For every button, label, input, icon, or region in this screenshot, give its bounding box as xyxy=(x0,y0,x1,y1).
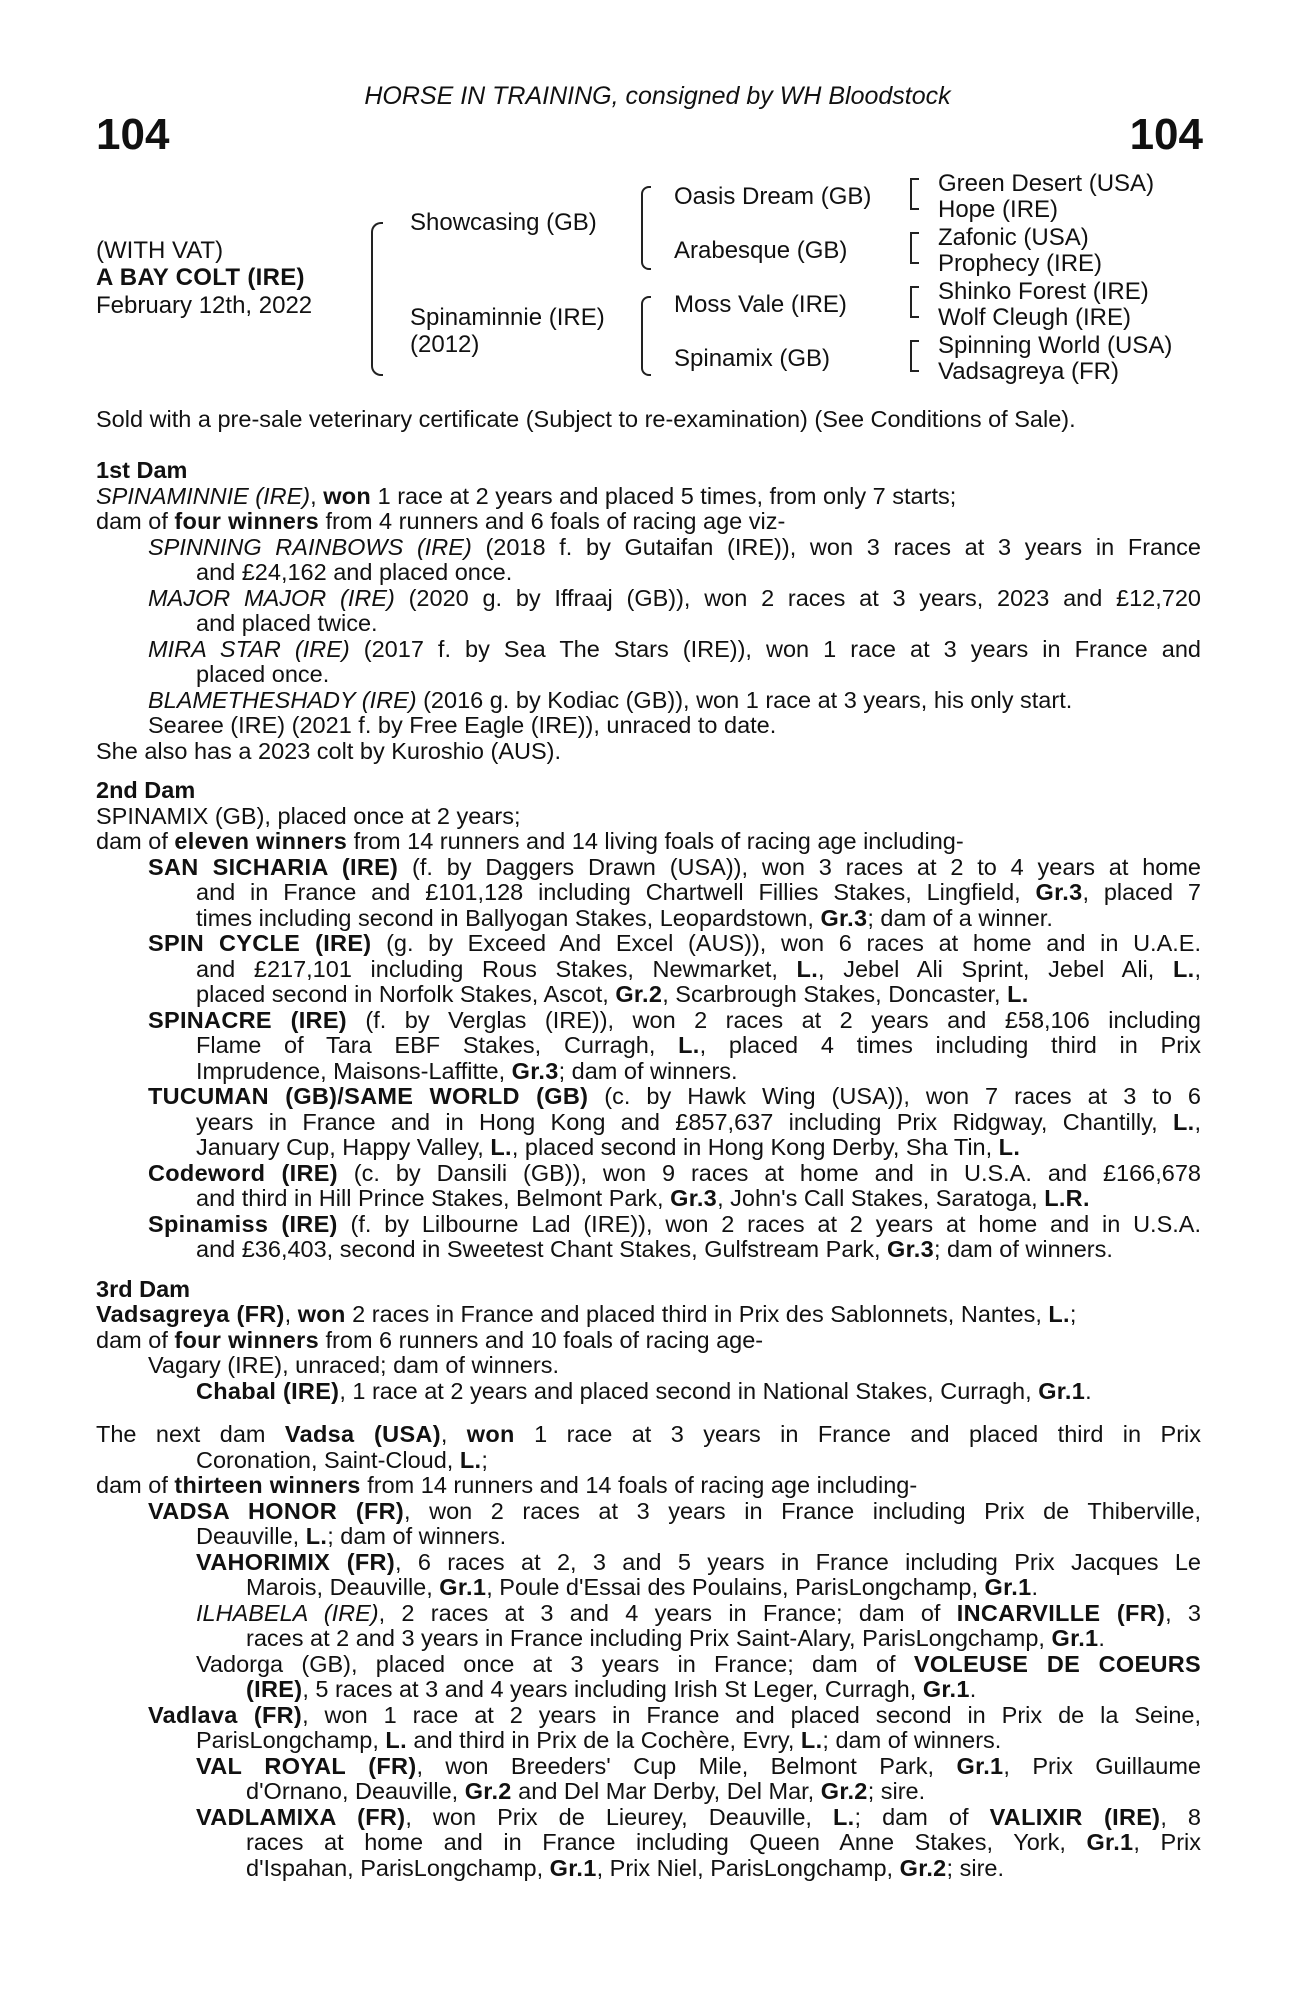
first-dam-line-3: SPINNING RAINBOWS (IRE) (2018 f. by Gutaifan (IRE)), won 3 races at 3 years in France xyxy=(148,534,1201,560)
next-dam-line-17: races at home and in France including Queen Anne Stakes, York, Gr.1, Prix xyxy=(246,1830,1201,1855)
second-dam-line-3: SAN SICHARIA (IRE) (f. by Daggers Drawn (USA)), won 3 races at 2 to 4 years at home xyxy=(148,854,1201,880)
next-dam-line-3: dam of thirteen winners from 14 runners and 14 foals of racing age including- xyxy=(96,1473,918,1498)
first-dam-line-5: MAJOR MAJOR (IRE) (2020 g. by Iffraaj (GB)), won 2 races at 3 years, 2023 and £12,720 xyxy=(148,585,1201,611)
pedigree-gen3-8: Vadsagreya (FR) xyxy=(938,358,1119,385)
next-dam-line-8: ILHABELA (IRE), 2 races at 3 and 4 years in France; dam of INCARVILLE (FR), 3 xyxy=(196,1600,1201,1626)
sire-brace xyxy=(641,186,651,270)
third-dam-line-4: Chabal (IRE), 1 race at 2 years and placed second in National Stakes, Curragh, Gr.1. xyxy=(196,1378,1092,1404)
second-dam-line-11: Imprudence, Maisons-Laffitte, Gr.3; dam of winners. xyxy=(196,1058,738,1084)
first-dam-line-2: dam of four winners from 4 runners and 6 foals of racing age viz- xyxy=(96,509,786,534)
pedigree-dam-dam: Spinamix (GB) xyxy=(674,345,831,372)
vat-note: (WITH VAT) xyxy=(96,237,224,264)
first-dam-line-10: Searee (IRE) (2021 f. by Free Eagle (IRE)), unraced to date. xyxy=(148,713,777,738)
next-dam-line-10: Vadorga (GB), placed once at 3 years in France; dam of VOLEUSE DE COEURS xyxy=(196,1651,1201,1677)
lot-number-left: 104 xyxy=(96,110,170,159)
pedigree-gen3-1: Green Desert (USA) xyxy=(938,170,1155,197)
second-dam-line-9: SPINACRE (IRE) (f. by Verglas (IRE)), won 2 races at 2 years and £58,106 including xyxy=(148,1007,1201,1033)
second-dam-line-10: Flame of Tara EBF Stakes, Curragh, L., placed 4 times including third in Prix xyxy=(196,1033,1201,1058)
consignment-header: HORSE IN TRAINING, consigned by WH Bloodstock xyxy=(364,82,951,110)
first-dam-line-9: BLAMETHESHADY (IRE) (2016 g. by Kodiac (GB)), won 1 race at 3 years, his only start. xyxy=(148,687,1073,713)
sire-name: Showcasing (GB) xyxy=(410,209,597,236)
third-dam-line-1: Vadsagreya (FR), won 2 races in France and placed third in Prix des Sablonnets, Nantes, L.; xyxy=(96,1302,1077,1327)
gen3-brace-4 xyxy=(910,340,919,372)
gen3-brace-1 xyxy=(910,178,919,210)
next-dam-line-9: races at 2 and 3 years in France including Prix Saint-Alary, ParisLongchamp, Gr.1. xyxy=(246,1626,1105,1651)
pedigree-dam-sire: Moss Vale (IRE) xyxy=(674,291,847,318)
second-dam-line-7: and £217,101 including Rous Stakes, Newmarket, L., Jebel Ali Sprint, Jebel Ali, L., xyxy=(196,956,1201,982)
next-dam-line-18: d'Ispahan, ParisLongchamp, Gr.1, Prix Niel, ParisLongchamp, Gr.2; sire. xyxy=(246,1855,1005,1881)
second-dam-line-14: January Cup, Happy Valley, L., placed second in Hong Kong Derby, Sha Tin, L. xyxy=(196,1135,1021,1160)
second-dam-line-2: dam of eleven winners from 14 runners and 14 living foals of racing age including- xyxy=(96,829,964,854)
catalogue-body xyxy=(96,458,1201,1881)
first-dam-heading: 1st Dam xyxy=(96,457,188,483)
second-dam-line-8: placed second in Norfolk Stakes, Ascot, Gr.2, Scarbrough Stakes, Doncaster, L. xyxy=(196,982,1029,1007)
pedigree-sire-sire: Oasis Dream (GB) xyxy=(674,183,872,210)
second-dam-line-5: times including second in Ballyogan Stakes, Leopardstown, Gr.3; dam of a winner. xyxy=(196,905,1053,931)
dam-brace xyxy=(641,296,651,376)
horse-name: A BAY COLT (IRE) xyxy=(96,264,305,291)
next-dam-line-5: Deauville, L.; dam of winners. xyxy=(196,1524,507,1549)
pedigree-gen3-4: Prophecy (IRE) xyxy=(938,250,1103,277)
next-dam-line-11: (IRE), 5 races at 3 and 4 years including Irish St Leger, Curragh, Gr.1. xyxy=(246,1677,977,1702)
pedigree-gen3-6: Wolf Cleugh (IRE) xyxy=(938,304,1131,331)
pedigree-gen3-2: Hope (IRE) xyxy=(938,196,1059,223)
horse-dob: February 12th, 2022 xyxy=(96,292,313,319)
third-dam-line-3: Vagary (IRE), unraced; dam of winners. xyxy=(148,1353,559,1378)
next-dam-line-6: VAHORIMIX (FR), 6 races at 2, 3 and 5 years in France including Prix Jacques Le xyxy=(196,1549,1201,1575)
next-dam-line-13: ParisLongchamp, L. and third in Prix de la Cochère, Evry, L.; dam of winners. xyxy=(196,1728,1002,1753)
next-dam-line-1: The next dam Vadsa (USA), won 1 race at 3 years in France and placed third in Prix xyxy=(96,1422,1201,1447)
second-dam-line-15: Codeword (IRE) (c. by Dansili (GB)), won 9 races at home and in U.S.A. and £166,678 xyxy=(148,1160,1201,1186)
first-dam-line-11: She also has a 2023 colt by Kuroshio (AUS). xyxy=(96,738,562,764)
first-dam-line-6: and placed twice. xyxy=(196,611,378,636)
third-dam-heading: 3rd Dam xyxy=(96,1275,191,1302)
dam-year: (2012) xyxy=(410,331,480,358)
vet-certificate-note: Sold with a pre-sale veterinary certificate (Subject to re-examination) (See Conditions of Sale). xyxy=(96,406,1076,432)
first-dam-line-8: placed once. xyxy=(196,662,330,687)
next-dam-line-12: Vadlava (FR), won 1 race at 2 years in France and placed second in Prix de la Seine, xyxy=(148,1702,1201,1728)
second-dam-line-12: TUCUMAN (GB)/SAME WORLD (GB) (c. by Hawk Wing (USA)), won 7 races at 3 to 6 xyxy=(148,1084,1201,1109)
next-dam-line-2: Coronation, Saint-Cloud, L.; xyxy=(196,1447,488,1473)
second-dam-line-1: SPINAMIX (GB), placed once at 2 years; xyxy=(96,803,521,829)
pedigree-gen3-7: Spinning World (USA) xyxy=(938,332,1173,359)
second-dam-heading: 2nd Dam xyxy=(96,777,196,803)
next-dam-line-14: VAL ROYAL (FR), won Breeders' Cup Mile, Belmont Park, Gr.1, Prix Guillaume xyxy=(196,1753,1201,1779)
next-dam-line-7: Marois, Deauville, Gr.1, Poule d'Essai des Poulains, ParisLongchamp, Gr.1. xyxy=(246,1575,1038,1600)
pedigree-gen3-5: Shinko Forest (IRE) xyxy=(938,278,1149,305)
sire-dam-brace xyxy=(371,222,383,376)
second-dam-line-17: Spinamiss (IRE) (f. by Lilbourne Lad (IRE)), won 2 races at 2 years at home and in U.S.A. xyxy=(148,1211,1201,1237)
pedigree-gen3-3: Zafonic (USA) xyxy=(938,224,1089,251)
next-dam-line-16: VADLAMIXA (FR), won Prix de Lieurey, Deauville, L.; dam of VALIXIR (IRE), 8 xyxy=(196,1804,1201,1830)
second-dam-line-16: and third in Hill Prince Stakes, Belmont Park, Gr.3, John's Call Stakes, Saratoga, L.R. xyxy=(196,1186,1090,1211)
second-dam-line-18: and £36,403, second in Sweetest Chant Stakes, Gulfstream Park, Gr.3; dam of winners. xyxy=(196,1237,1113,1262)
third-dam-line-2: dam of four winners from 6 runners and 10 foals of racing age- xyxy=(96,1327,764,1353)
next-dam-line-4: VADSA HONOR (FR), won 2 races at 3 years in France including Prix de Thiberville, xyxy=(148,1498,1201,1524)
next-dam-line-15: d'Ornano, Deauville, Gr.2 and Del Mar Derby, Del Mar, Gr.2; sire. xyxy=(246,1779,926,1804)
first-dam-line-1: SPINAMINNIE (IRE), won 1 race at 2 years and placed 5 times, from only 7 starts; xyxy=(96,483,957,509)
gen3-brace-2 xyxy=(910,232,919,264)
pedigree-sire-dam: Arabesque (GB) xyxy=(674,237,848,264)
dam-name: Spinaminnie (IRE) xyxy=(410,304,605,331)
first-dam-line-7: MIRA STAR (IRE) (2017 f. by Sea The Stars (IRE)), won 1 race at 3 years in France and xyxy=(148,636,1201,662)
lot-number-right: 104 xyxy=(1129,110,1203,159)
gen3-brace-3 xyxy=(910,286,919,318)
second-dam-line-6: SPIN CYCLE (IRE) (g. by Exceed And Excel (AUS)), won 6 races at home and in U.A.E. xyxy=(148,931,1201,956)
first-dam-line-4: and £24,162 and placed once. xyxy=(196,560,513,585)
second-dam-line-13: years in France and in Hong Kong and £857,637 including Prix Ridgway, Chantilly, L., xyxy=(196,1109,1201,1135)
second-dam-line-4: and in France and £101,128 including Chartwell Fillies Stakes, Lingfield, Gr.3, placed 7 xyxy=(196,880,1201,905)
